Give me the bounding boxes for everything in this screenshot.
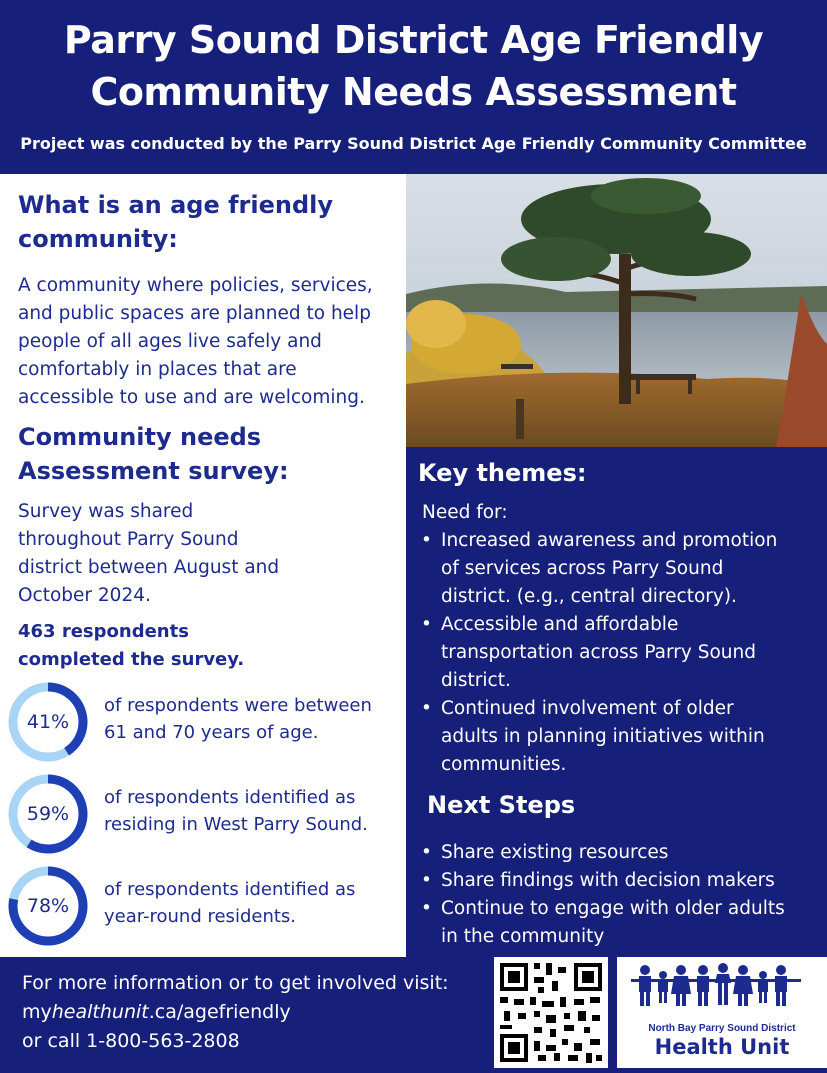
url-italic: healthunit <box>51 1001 149 1023</box>
list-item-line: • Increased awareness and promotion <box>441 530 778 551</box>
stat-line: residing in West Parry Sound. <box>104 814 368 835</box>
tree-landscape-illustration <box>406 174 827 447</box>
what-heading-line: What is an age friendly <box>18 191 334 219</box>
need-for-label: Need for: <box>422 502 508 523</box>
list-item-line: • Accessible and affordable <box>441 614 679 635</box>
title-line-2: Community Needs Assessment <box>90 70 737 114</box>
stat-line: year-round residents. <box>104 906 297 927</box>
list-item-line: • Share findings with decision makers <box>441 870 775 891</box>
subtitle: Project was conducted by the Parry Sound District Age Friendly Community Committee <box>20 134 807 153</box>
what-body-line: and public spaces are planned to help <box>18 303 371 324</box>
what-heading-line: community: <box>18 225 178 253</box>
stat-percent: 41% <box>26 711 70 733</box>
list-item-line: transportation across Parry Sound <box>441 642 756 663</box>
list-item <box>406 611 816 695</box>
health-unit-logo <box>617 957 827 1068</box>
respondents-line: completed the survey. <box>18 649 245 670</box>
contact-info <box>22 969 449 1056</box>
list-item-line: of services across Parry Sound <box>441 558 724 579</box>
url-suffix: .ca/agefriendly <box>148 1001 291 1023</box>
list-item-line: • Continued involvement of older <box>441 698 734 719</box>
survey-body-line: October 2024. <box>18 585 151 606</box>
url-prefix: my <box>22 1001 52 1023</box>
key-themes-heading: Key themes: <box>418 459 587 487</box>
website-link[interactable] <box>22 998 449 1027</box>
list-item <box>406 695 816 779</box>
footer <box>0 957 827 1068</box>
right-panel <box>406 447 827 957</box>
stat-description <box>104 876 394 930</box>
qr-code-icon <box>494 957 608 1068</box>
survey-heading-line: Assessment survey: <box>18 457 289 485</box>
what-body-line: A community where policies, services, <box>18 275 373 296</box>
stat-west-parry-sound <box>0 772 406 856</box>
list-item-line: in the community <box>441 926 605 947</box>
survey-body <box>18 498 279 610</box>
list-item-line: • Share existing resources <box>441 842 669 863</box>
what-body-line: accessible to use and are welcoming. <box>18 387 365 408</box>
what-body-line: comfortably in places that are <box>18 359 297 380</box>
survey-body-line: Survey was shared <box>18 501 194 522</box>
phone-number: or call 1-800-563-2808 <box>22 1030 240 1052</box>
what-body-line: people of all ages live safely and <box>18 331 322 352</box>
list-item-line: • Continue to engage with older adults <box>441 898 785 919</box>
survey-heading-line: Community needs <box>18 423 262 451</box>
lakeside-photo <box>406 174 827 447</box>
list-item <box>406 895 816 951</box>
survey-body-line: throughout Parry Sound <box>18 529 239 550</box>
logo-title: Health Unit <box>654 1035 790 1059</box>
qr-code[interactable] <box>494 957 608 1068</box>
people-chain-icon <box>617 957 827 1017</box>
list-item-line: communities. <box>441 754 567 775</box>
stat-percent: 78% <box>26 895 70 917</box>
next-steps-heading: Next Steps <box>427 791 576 819</box>
what-heading <box>18 188 333 256</box>
page-title <box>0 14 827 118</box>
stat-line: of respondents were between <box>104 695 372 716</box>
list-item <box>406 527 816 611</box>
list-item-line: district. (e.g., central directory). <box>441 586 737 607</box>
header-banner <box>0 0 827 172</box>
stat-percent: 59% <box>26 803 70 825</box>
stat-description <box>104 692 394 746</box>
survey-heading <box>18 420 289 488</box>
list-item-line: district. <box>441 670 511 691</box>
stat-line: of respondents identified as <box>104 879 356 900</box>
stat-line: 61 and 70 years of age. <box>104 722 319 743</box>
contact-line: For more information or to get involved visit: <box>22 972 449 994</box>
stat-age <box>0 680 406 764</box>
respondents-count <box>18 618 244 674</box>
list-item-line: adults in planning initiatives within <box>441 726 765 747</box>
stat-description <box>104 784 394 838</box>
logo-subtitle: North Bay Parry Sound District <box>648 1023 796 1034</box>
list-item <box>406 839 816 867</box>
title-line-1: Parry Sound District Age Friendly <box>63 18 764 62</box>
left-panel <box>0 174 406 957</box>
list-item <box>406 867 816 895</box>
respondents-line: 463 respondents <box>18 621 189 642</box>
survey-body-line: district between August and <box>18 557 280 578</box>
stat-year-round <box>0 864 406 948</box>
next-steps-list <box>406 839 816 951</box>
what-body <box>18 272 373 412</box>
stat-line: of respondents identified as <box>104 787 356 808</box>
themes-list <box>406 527 816 779</box>
